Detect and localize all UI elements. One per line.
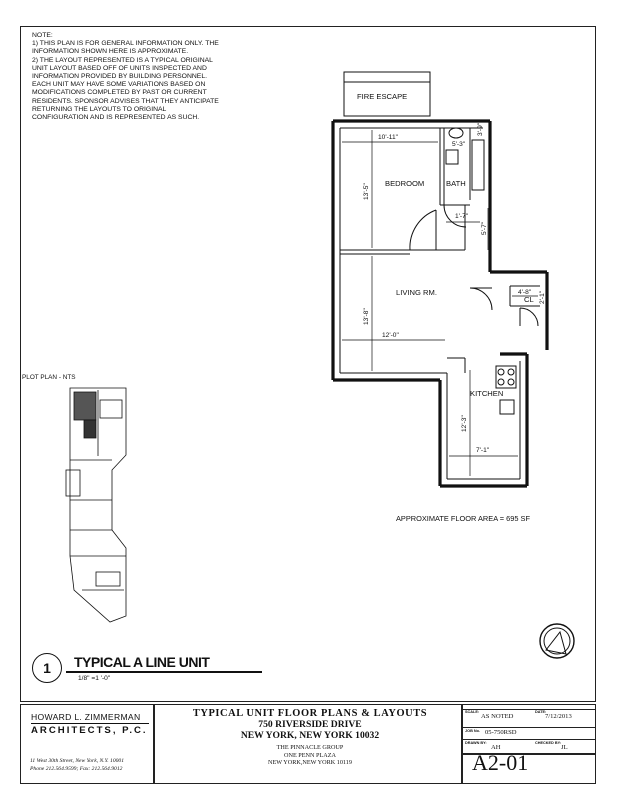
firm-address: 11 West 30th Street, New York, N.Y. 10001 — [30, 758, 125, 764]
floor-area-note: APPROXIMATE FLOOR AREA = 695 SF — [396, 514, 530, 523]
client-address2: NEW YORK,NEW YORK 10119 — [268, 759, 352, 766]
plot-plan-label: PLOT PLAN - NTS — [22, 374, 76, 381]
bedroom-label: BEDROOM — [385, 179, 425, 188]
plot-plan-sketch — [66, 388, 126, 622]
dim-closet-depth: 2'-1" — [539, 290, 546, 304]
info-row-line — [461, 739, 595, 740]
dim-closet-width: 4'-8" — [518, 289, 532, 296]
sheet-title: TYPICAL UNIT FLOOR PLANS & LAYOUTS — [192, 708, 428, 719]
firm-phone: Phone 212.564.9599; Fax: 212.564.9012 — [30, 766, 123, 772]
bath-label: BATH — [446, 179, 466, 188]
dim-hall-width: 1'-7" — [455, 213, 469, 220]
project-address-line2: NEW YORK, NEW YORK 10032 — [240, 730, 380, 741]
general-note: NOTE: 1) THIS PLAN IS FOR GENERAL INFORMATION ONLY. THE INFORMATION SHOWN HERE IS APPROXIMATE. 2) THE LAYOUT REPRESENTED IS A TYPICAL ORIGINAL UNIT LAYOUT BASED OFF OF UNITS INSPECTED AND INFORMATION PROVIDED BY BUILDING PERSONNEL. EACH UNIT MAY HAVE SOME VARIATIONS BASED ON MODIFICATIONS COMPLETED BY PAST OR CURRENT RESIDENTS. SPONSOR ADVISES THAT THEY ANTICIPATE RETURNING THE LAYOUTS TO ORIGINAL CONFIGURATION AND IS REPRESENTED AS SUCH. — [32, 32, 219, 122]
scale-label: SCALE: — [465, 710, 480, 714]
job-value: 05-750RSD — [485, 729, 517, 736]
job-label: JOB No. — [465, 729, 480, 733]
dim-hall-depth: 5'-7" — [481, 221, 488, 235]
dim-kitchen-width: 7'-1" — [476, 447, 490, 454]
divider-info — [461, 705, 463, 783]
living-room-label: LIVING RM. — [396, 288, 437, 297]
firm-name: HOWARD L. ZIMMERMAN — [31, 712, 141, 722]
client-address1: ONE PENN PLAZA — [284, 751, 336, 759]
project-address-line1: 750 RIVERSIDE DRIVE — [258, 719, 362, 730]
info-row-line — [461, 727, 595, 728]
kitchen-label: KITCHEN — [470, 389, 504, 398]
drawing-scale: 1/8" =1 '-0" — [78, 675, 111, 682]
project-info — [160, 708, 460, 767]
date-label: DATE: — [535, 710, 547, 714]
scale-value: AS NOTED — [481, 713, 514, 720]
closet-label: CL — [524, 295, 534, 304]
drawn-by-label: DRAWN BY: — [465, 741, 487, 745]
drawing-title: TYPICAL A LINE UNIT — [74, 654, 210, 670]
dim-bed-width: 10'-11" — [378, 134, 398, 141]
dim-living-width: 12'-0" — [382, 332, 399, 339]
drawn-by-value: AH — [491, 744, 501, 751]
firm-subtitle: ARCHITECTS, P.C. — [31, 725, 148, 736]
info-row-line — [461, 709, 595, 710]
dim-kitchen-depth: 12'-3" — [461, 415, 468, 432]
checked-by-value: JL — [561, 744, 568, 751]
divider-firm — [153, 705, 155, 783]
date-value: 7/12/2013 — [545, 713, 572, 720]
drawing-number: 1 — [32, 653, 62, 683]
checked-by-label: CHECKED BY: — [535, 741, 562, 745]
client-name: THE PINNACLE GROUP — [276, 744, 344, 751]
sheet-number: A2-01 — [472, 750, 529, 775]
fire-escape-label: FIRE ESCAPE — [357, 92, 408, 101]
dim-bath-small: 3'-9" — [477, 122, 484, 136]
title-underline — [66, 671, 262, 673]
dim-bed-depth: 13'-5" — [363, 183, 370, 200]
dim-living-depth: 13'-8" — [363, 308, 370, 325]
dim-bath-width: 5'-3" — [452, 141, 466, 148]
